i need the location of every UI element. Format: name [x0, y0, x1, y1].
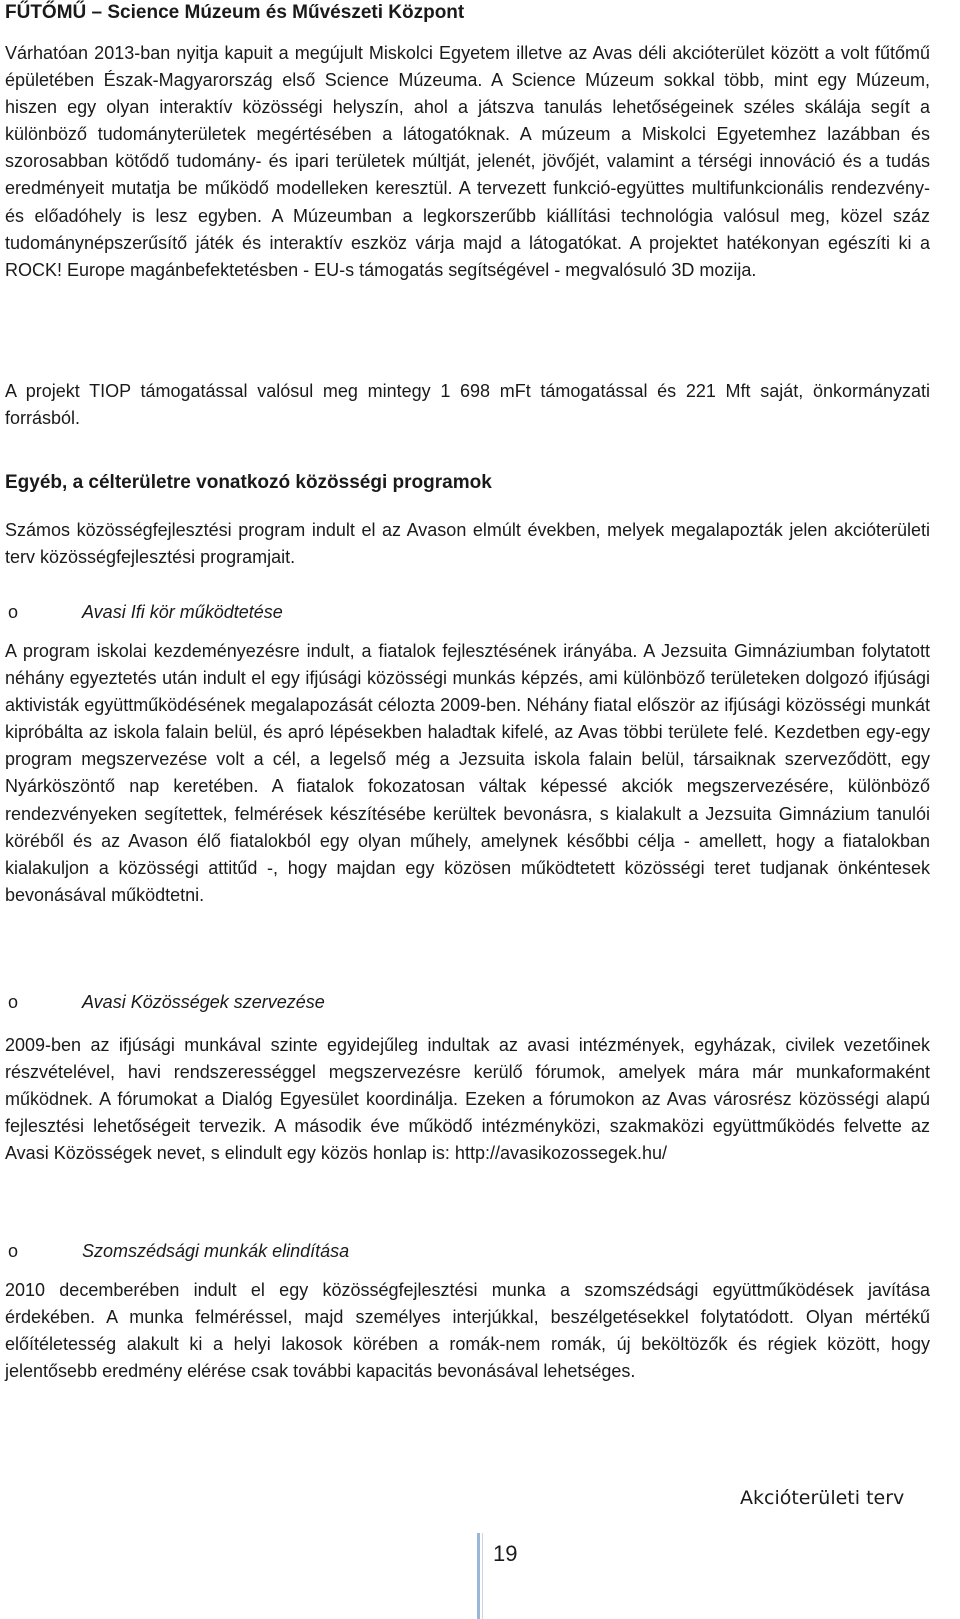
bullet-marker: o [8, 1241, 19, 1261]
subsection-title-ifi-kor [5, 599, 930, 625]
footer-vertical-rule [477, 1533, 480, 1619]
footer-document-title: Akcióterületi terv [740, 1487, 905, 1509]
funding-paragraph: A projekt TIOP támogatással valósul meg mintegy 1 698 mFt támogatással és 221 Mft saját, önkormányzati forrásból. [5, 381, 930, 429]
subsection-title-text: Avasi Közösségek szervezése [82, 992, 325, 1012]
section-heading-museum: FŰTŐMŰ – Science Múzeum és Művészeti Központ [5, 2, 465, 23]
subsection-title-kozossegek [5, 989, 930, 1015]
museum-paragraph: Várhatóan 2013-ban nyitja kapuit a megújult Miskolci Egyetem illetve az Avas déli akcióterület között a volt fűtőmű épületében Észak-Magyarország első Science Múzeuma. A Science Múzeum sokkal több, mint egy Múzeum, hiszen egy olyan interaktív közösségi helyszín, ahol a játszva tanulás lehetőségeinek széles skálája segít a különböző tudományterületek megértésében a látogatóknak. A múzeum a Miskolci Egyetemhez lazábban és szorosabban kötődő tudomány- és ipari területek múltját, jelenét, jövőjét, valamint a térségi innováció és a tudás eredményeit mutatja be működő modelleken keresztül. A tervezett funkció-együttes multifunkcionális rendezvény- és előadóhely is lesz egyben. A Múzeumban a legkorszerűbb kiállítási technológia valósul meg, közel száz tudománynépszerűsítő játék és interaktív eszköz várja majd a látogatókat. A projektet hatékonyan egészíti ki a ROCK! Europe magánbefektetésben - EU-s támogatás segítségével - megvalósuló 3D mozija. [5, 43, 930, 280]
programs-intro-paragraph: Számos közösségfejlesztési program indult el az Avason elmúlt években, melyek megalapozták jelen akcióterületi terv közösségfejlesztési programjait. [5, 520, 930, 568]
bullet-marker: o [8, 602, 19, 622]
section-heading-programs: Egyéb, a célterületre vonatkozó közösségi programok [5, 472, 492, 493]
bullet-marker: o [8, 992, 19, 1012]
ifi-kor-paragraph: A program iskolai kezdeményezésre indult, a fiatalok fejlesztésének irányába. A Jezsuita Gimnáziumban folytatott néhány egyeztetés után indult el egy ifjúsági közösségi munkás képzés, ami különböző területeken dolgozó ifjúsági aktivisták együttműködésének megalapozását célozta 2009-ben. Néhány fiatal először az ifjúsági közösségi munkát kipróbálta az iskola falain belül, és apró lépésekben haladtak kifelé, az Avas többi területe felé. Kezdetben egy-egy program megszervezése volt a cél, a legelső még a Jezsuita iskola falain belül, társaiknak szerveződött, egy Nyárköszöntő nap keretében. A fiatalok fokozatosan váltak képessé akciók megszervezésére, különböző rendezvényeken segítettek, felmérések készítésébe kerültek bevonásra, s kialakult a Jezsuita Gimnázium tanulói köréből és az Avason élő fiatalokból egy olyan műhely, amelynek későbbi célja - amellett, hogy a fiatalokban kialakuljon a közösségi attitűd -, hogy majdan egy közösen működtetett közösségi teret tudjanak önkéntesek bevonásával működtetni. [5, 641, 930, 905]
page-number: 19 [493, 1541, 518, 1566]
subsection-title-text: Avasi Ifi kör működtetése [82, 602, 283, 622]
subsection-title-szomszedsagi [5, 1238, 930, 1264]
footer-vertical-rule-thin [482, 1533, 483, 1619]
kozossegek-paragraph: 2009-ben az ifjúsági munkával szinte egyidejűleg indultak az avasi intézmények, egyházak, civilek vezetőinek részvételével, havi rendszerességgel megszervezésre kerülő fórumok, amelyek mára már munkaformaként működnek. A fórumokat a Dialóg Egyesület koordinálja. Ezeken a fórumokon az Avas városrész közösségi alapú fejlesztési lehetőségeit tervezik. A második éve működő intézményközi, szakmaközi együttműködés felvette az Avasi Közösségek nevet, s elindult egy közös honlap is: http://avasikozossegek.hu/ [5, 1035, 930, 1164]
szomszedsagi-paragraph: 2010 decemberében indult el egy közösségfejlesztési munka a szomszédsági együttműködések javítása érdekében. A munka felméréssel, majd személyes interjúkkal, beszélgetésekkel folytatódott. Olyan mértékű előítéletesség alakult ki a helyi lakosok körében a romák-nem romák, új beköltözők és régiek között, hogy jelentősebb eredmény elérése csak további kapacitás bevonásával lehetséges. [5, 1280, 930, 1382]
subsection-title-text: Szomszédsági munkák elindítása [82, 1241, 350, 1261]
